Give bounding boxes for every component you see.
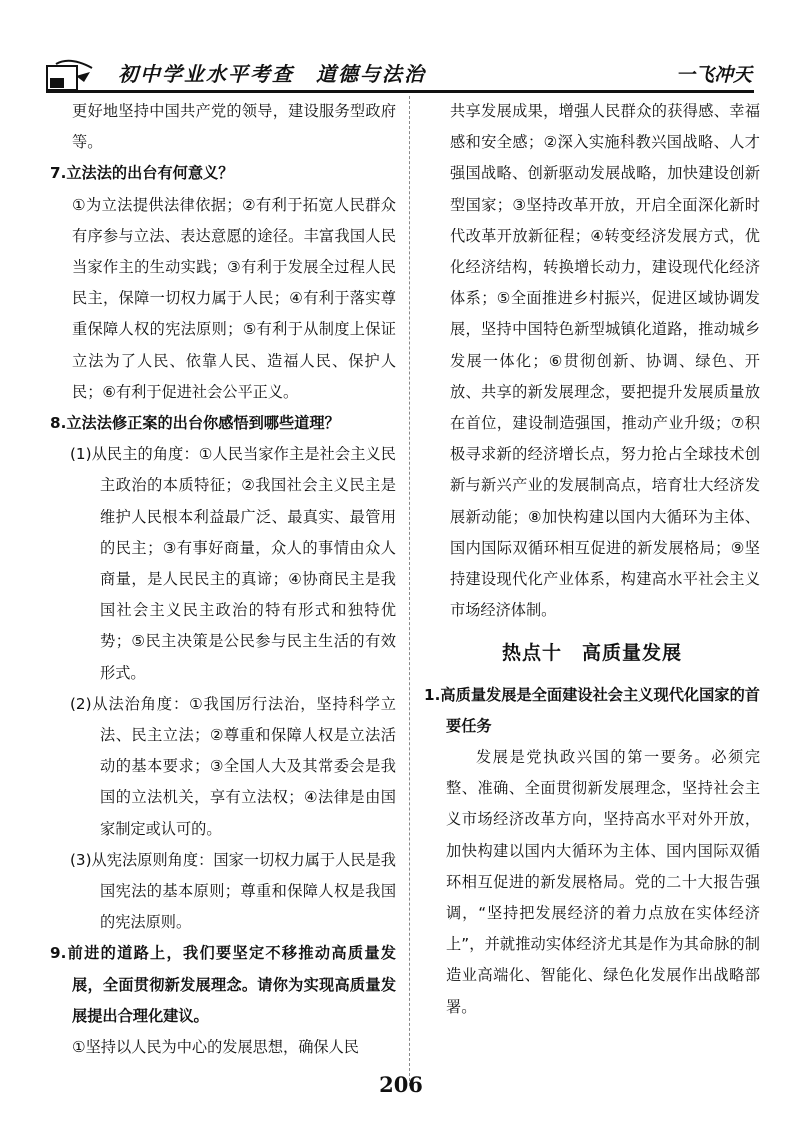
left-column (50, 96, 396, 1063)
answer-8-part-3: (3)从宪法原则角度：国家一切权力属于人民是我国宪法的基本原则；尊重和保障人权是我国的宪法原则。 (70, 850, 396, 932)
question-7: 7.立法法的出台有何意义？ (50, 164, 234, 183)
page-number: 206 (379, 1072, 423, 1097)
page-header (0, 0, 800, 92)
brand-name: 一飞冲天 (675, 64, 752, 86)
question-1: 1.高质量发展是全面建设社会主义现代化国家的首要任务 (424, 685, 760, 735)
answer-7: ①为立法提供法律依据；②有利于拓宽人民群众有序参与立法、表达意愿的途径。丰富我国人民当家作主的生动实践；③有利于发展全过程人民民主，保障一切权力属于人民；④有利于落实尊重保障人权的宪法原则；⑤有利于从制度上保证立法为了人民、依靠人民、造福人民、保护人民；⑥有利于促进社会公平正义。 (72, 195, 396, 401)
section-title: 热点十 高质量发展 (501, 642, 682, 665)
series-logo-icon (46, 58, 98, 92)
column-divider (409, 96, 410, 1086)
answer-8-part-2: (2)从法治角度：①我国厉行法治，坚持科学立法、民主立法；②尊重和保障人权是立法活动的基本要求；③全国人大及其常委会是我国的立法机关，享有立法权；④法律是由国家制定或认可的。 (70, 694, 396, 838)
header-rule (46, 90, 754, 93)
right-column (424, 96, 760, 1023)
answer-9-continued: 共享发展成果，增强人民群众的获得感、幸福感和安全感；②深入实施科教兴国战略、人才强国战略、创新驱动发展战略，加快建设创新型国家；③坚持改革开放，开启全面深化新时代改革开放新征程；④转变经济发展方式，优化经济结构，转换增长动力，建设现代化经济体系；⑤全面推进乡村振兴，促进区域协调发展，坚持中国特色新型城镇化道路，推动城乡发展一体化；⑥贯彻创新、协调、绿色、开放、共享的新发展理念，要把提升发展质量放在首位，建设制造强国，推动产业升级；⑦积极寻求新的经济增长点，努力抢占全球技术创新与新兴产业的发展制高点，培育壮大经济发展新动能；⑧加快构建以国内大循环为主体、国内国际双循环相互促进的新发展格局；⑨坚持建设现代化产业体系，构建高水平社会主义市场经济体制。 (450, 102, 760, 620)
continued-answer: 更好地坚持中国共产党的领导，建设服务型政府等。 (72, 102, 396, 152)
question-8: 8.立法法修正案的出台你感悟到哪些道理？ (50, 414, 340, 433)
answer-1: 发展是党执政兴国的第一要务。必须完整、准确、全面贯彻新发展理念，坚持社会主义市场经济改革方向，坚持高水平对外开放，加快构建以国内大循环为主体、国内国际双循环相互促进的新发展格局。党的二十大报告强调，“坚持把发展经济的着力点放在实体经济上”，并就推动实体经济尤其是作为其命脉的制造业高端化、智能化、绿色化发展作出战略部署。 (446, 748, 760, 1016)
answer-8-part-1: (1)从民主的角度：①人民当家作主是社会主义民主政治的本质特征；②我国社会主义民主是维护人民根本利益最广泛、最真实、最管用的民主；③有事好商量，众人的事情由众人商量，是人民民主的真谛；④协商民主是我国社会主义民主政治的特有形式和独特优势；⑤民主决策是公民参与民主生活的有效形式。 (70, 445, 396, 682)
answer-9-start: ①坚持以人民为中心的发展思想，确保人民 (72, 1038, 359, 1057)
book-title: 初中学业水平考查 道德与法治 (118, 62, 426, 86)
question-9: 9.前进的道路上，我们要坚定不移推动高质量发展，全面贯彻新发展理念。请你为实现高质量发展提出合理化建议。 (50, 944, 396, 1025)
